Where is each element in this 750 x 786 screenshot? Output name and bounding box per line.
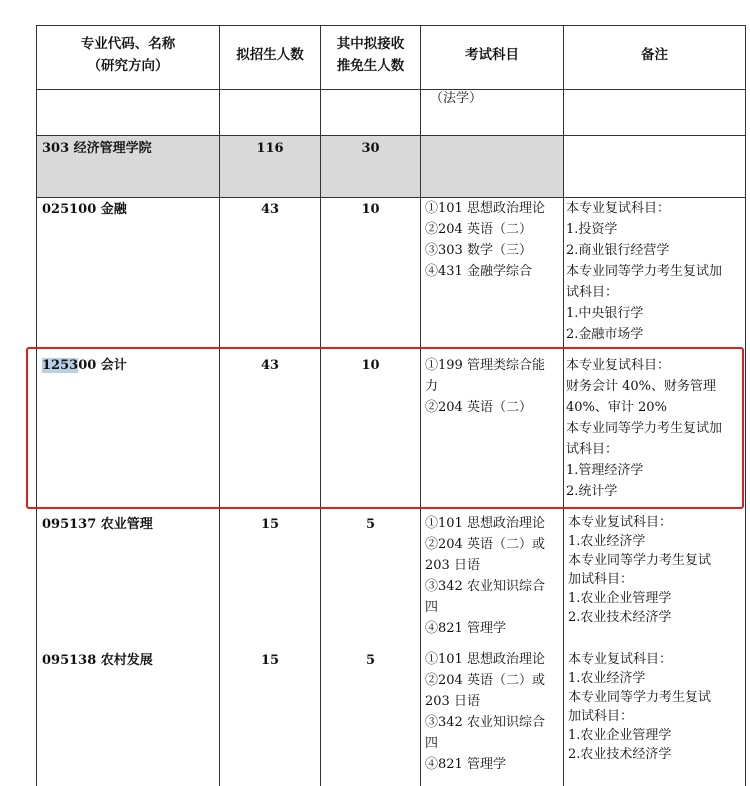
subject-line: ②204 英语（二）或: [425, 537, 545, 552]
major-name: 095138 农村发展: [42, 653, 153, 668]
header-major-label: 专业代码、名称: [80, 36, 176, 52]
subject-line: ③342 农业知识综合: [425, 715, 545, 730]
major-notes: [568, 513, 711, 627]
note-line: 1.农业经济学: [568, 671, 646, 686]
note-line: 试科目：: [566, 285, 619, 300]
header-bottom-border: [36, 89, 745, 90]
note-line: 本专业同等学力考生复试加: [566, 264, 723, 279]
note-line: 加试科目：: [568, 572, 634, 587]
note-line: 1.农业经济学: [568, 534, 646, 549]
note-line: 本专业复试科目：: [566, 201, 671, 216]
header-notes-label: 备注: [641, 47, 668, 63]
major-name-rest: 00 会计: [78, 358, 127, 373]
note-line: 本专业复试科目：: [566, 358, 671, 373]
major-enroll: 15: [260, 653, 280, 668]
major-name: 095137 农业管理: [42, 517, 153, 532]
subject-line: ②204 英语（二）: [425, 400, 532, 415]
subject-line: 力: [425, 379, 439, 394]
note-line: 财务会计 40%、财务管理: [566, 379, 717, 394]
note-line: 1.农业企业管理学: [568, 728, 672, 743]
subject-line: ②204 英语（二）或: [425, 673, 545, 688]
subject-line: 203 日语: [425, 694, 480, 709]
header-exempt-column: [321, 33, 420, 77]
selected-text[interactable]: 1253: [42, 358, 79, 373]
major-name: 025100 金融: [42, 202, 127, 217]
table-right-border: [745, 25, 746, 786]
subject-line: ④821 管理学: [425, 621, 506, 636]
note-line: 2.商业银行经营学: [566, 243, 670, 258]
note-line: 1.投资学: [566, 222, 618, 237]
note-line: 本专业同等学力考生复试加: [566, 421, 723, 436]
subject-line: ①101 思想政治理论: [425, 516, 545, 531]
note-line: 加试科目：: [568, 709, 634, 724]
major-exempt: 10: [361, 202, 380, 217]
major-exempt: 5: [365, 653, 376, 668]
major-enroll: 15: [260, 517, 280, 532]
major-notes: [566, 198, 722, 345]
major-subjects: [425, 513, 545, 639]
note-line: 试科目：: [566, 442, 619, 457]
note-line: 本专业复试科目：: [568, 652, 673, 667]
major-subjects: [425, 198, 545, 282]
subject-line: ③342 农业知识综合: [425, 579, 545, 594]
row-divider: [36, 135, 745, 136]
note-line: 1.中央银行学: [566, 306, 644, 321]
note-line: 1.农业企业管理学: [568, 591, 672, 606]
header-enroll-label: 拟招生人数: [236, 47, 304, 63]
table-top-border: [36, 25, 745, 26]
major-enroll: 43: [260, 358, 280, 373]
note-line: 2.金融市场学: [566, 327, 644, 342]
header-major-column: [37, 33, 219, 77]
subject-line: ②204 英语（二）: [425, 222, 532, 237]
note-line: 1.管理经济学: [566, 463, 644, 478]
note-line: 2.统计学: [566, 484, 618, 499]
subject-line: ④821 管理学: [425, 757, 506, 772]
major-exempt: 5: [365, 517, 376, 532]
major-exempt: 10: [361, 358, 380, 373]
note-line: 2.农业技术经济学: [568, 747, 672, 762]
note-line: 本专业同等学力考生复试: [568, 553, 712, 568]
subject-line: ①101 思想政治理论: [425, 201, 545, 216]
college-enroll: 116: [256, 141, 284, 156]
subject-line: ①101 思想政治理论: [425, 652, 545, 667]
note-line: 40%、审计 20%: [566, 400, 667, 415]
major-enroll: 43: [260, 202, 280, 217]
carry-over-subject: （法学）: [430, 91, 483, 106]
note-line: 本专业复试科目：: [568, 515, 673, 530]
highlight-rectangle: [26, 347, 744, 509]
note-line: 2.农业技术经济学: [568, 610, 672, 625]
subject-line: ④431 金融学综合: [425, 264, 532, 279]
subject-line: ①199 管理类综合能: [425, 358, 545, 373]
subject-line: 203 日语: [425, 558, 480, 573]
header-subjects-label: 考试科目: [465, 47, 519, 63]
header-exempt-line2: 推免生人数: [336, 58, 405, 74]
major-notes: [568, 650, 711, 764]
subject-line: 四: [425, 736, 439, 751]
college-exempt: 30: [361, 141, 380, 156]
subject-line: 四: [425, 600, 439, 615]
subject-line: ③303 数学（三）: [425, 243, 532, 258]
major-subjects: [425, 649, 545, 775]
note-line: 本专业同等学力考生复试: [568, 690, 712, 705]
header-direction-label: （研究方向）: [87, 58, 169, 74]
header-exempt-line1: 其中拟接收: [336, 36, 405, 52]
college-name: 303 经济管理学院: [42, 141, 152, 156]
